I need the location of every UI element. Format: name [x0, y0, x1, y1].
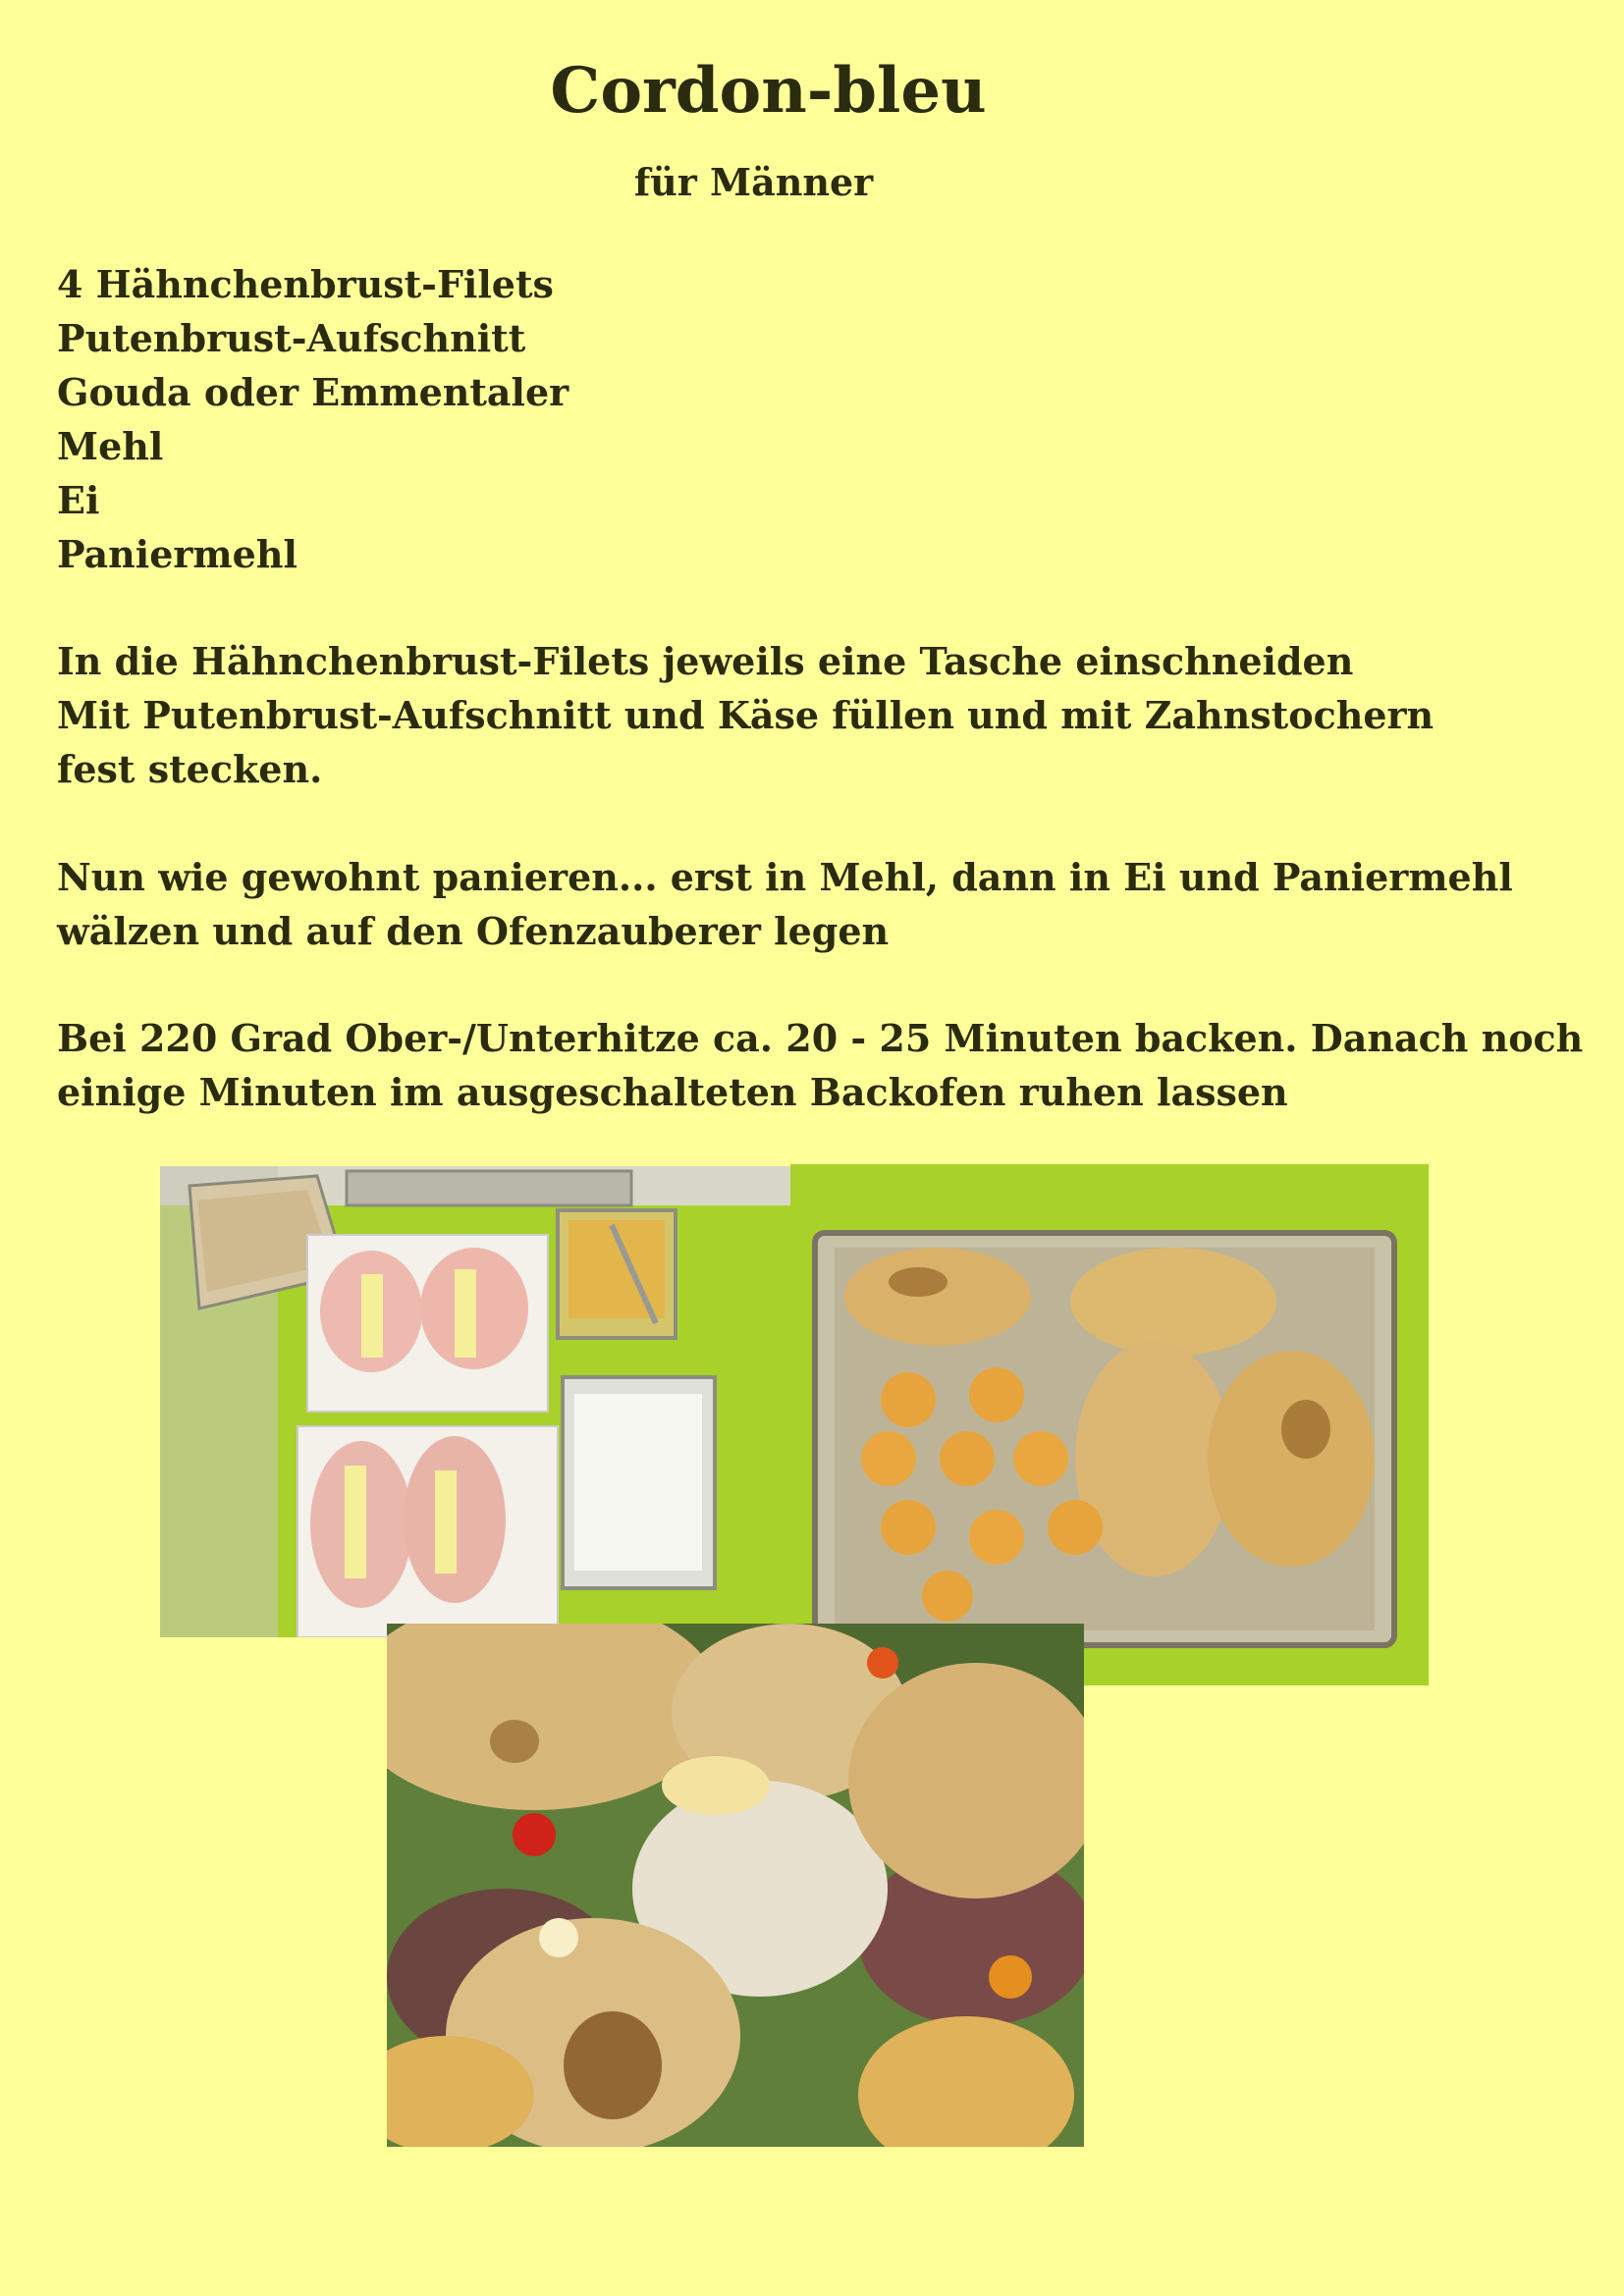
ingredient-list	[57, 257, 1598, 581]
instruction-line: Nun wie gewohnt panieren... erst in Mehl, dann in Ei und Paniermehl	[57, 855, 1513, 899]
recipe-title: Cordon-bleu	[550, 54, 987, 128]
instruction-line: Mit Putenbrust-Aufschnitt und Käse füllen und mit Zahnstochern	[57, 693, 1435, 737]
instruction-step-3	[57, 1011, 1598, 1119]
ingredient-item: Gouda oder Emmentaler	[57, 370, 569, 414]
instruction-step-2	[57, 850, 1598, 958]
instruction-line: einige Minuten im ausgeschalteten Backofen ruhen lassen	[57, 1070, 1288, 1114]
recipe-subtitle: für Männer	[633, 160, 874, 204]
instruction-step-1	[57, 634, 1598, 796]
ingredient-item: Putenbrust-Aufschnitt	[57, 316, 526, 360]
ingredient-item: Paniermehl	[57, 532, 298, 576]
instruction-line: In die Hähnchenbrust-Filets jeweils eine Tasche einschneiden	[57, 639, 1354, 683]
photo-preparation	[160, 1166, 790, 1637]
instruction-line: wälzen und auf den Ofenzauberer legen	[57, 909, 890, 953]
photo-baked-tray	[790, 1164, 1429, 1685]
ingredient-item: 4 Hähnchenbrust-Filets	[57, 262, 554, 306]
ingredient-item: Ei	[57, 478, 100, 522]
instruction-line: fest stecken.	[57, 747, 323, 791]
ingredient-item: Mehl	[57, 424, 164, 468]
photo-plated-dish	[387, 1624, 1084, 2147]
instruction-line: Bei 220 Grad Ober-/Unterhitze ca. 20 - 25 Minuten backen. Danach noch	[57, 1016, 1584, 1060]
